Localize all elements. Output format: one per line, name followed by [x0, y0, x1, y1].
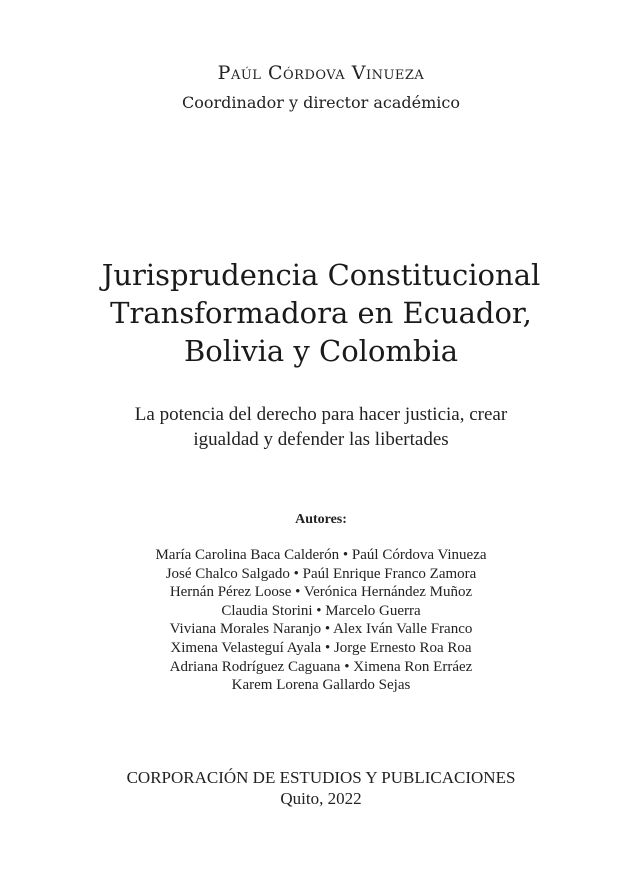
- author-line: Viviana Morales Naranjo • Alex Iván Valle Franco: [169, 621, 473, 638]
- author-line: Karem Lorena Gallardo Sejas: [231, 677, 411, 694]
- publisher-name: CORPORACIÓN DE ESTUDIOS Y PUBLICACIONES: [126, 768, 516, 787]
- author-line: Hernán Pérez Loose • Verónica Hernández Muñoz: [169, 584, 473, 601]
- book-title: [0, 256, 642, 370]
- book-subtitle-line: La potencia del derecho para hacer justicia, crear: [134, 404, 508, 425]
- book-subtitle: [0, 402, 642, 452]
- book-title-line: Transformadora en Ecuador,: [110, 296, 532, 330]
- author-line: José Chalco Salgado • Paúl Enrique Franco Zamora: [165, 565, 477, 582]
- book-title-line: Jurisprudencia Constitucional: [101, 258, 541, 292]
- author-line: María Carolina Baca Calderón • Paúl Córdova Vinueza: [155, 547, 487, 563]
- authors-list: [0, 546, 642, 695]
- authors-heading: Autores:: [295, 512, 347, 527]
- coordinator-role: Coordinador y director académico: [182, 93, 460, 112]
- publisher-place-year: Quito, 2022: [280, 789, 362, 808]
- author-line: Claudia Storini • Marcelo Guerra: [221, 602, 421, 619]
- publisher-block: [0, 767, 642, 809]
- author-line: Ximena Velasteguí Ayala • Jorge Ernesto Roa Roa: [170, 639, 472, 656]
- author-line: Adriana Rodríguez Caguana • Ximena Ron Erráez: [169, 658, 473, 675]
- coordinator-name: Paúl Córdova Vinueza: [217, 62, 425, 84]
- book-subtitle-line: igualdad y defender las libertades: [193, 429, 449, 450]
- book-title-line: Bolivia y Colombia: [183, 334, 459, 368]
